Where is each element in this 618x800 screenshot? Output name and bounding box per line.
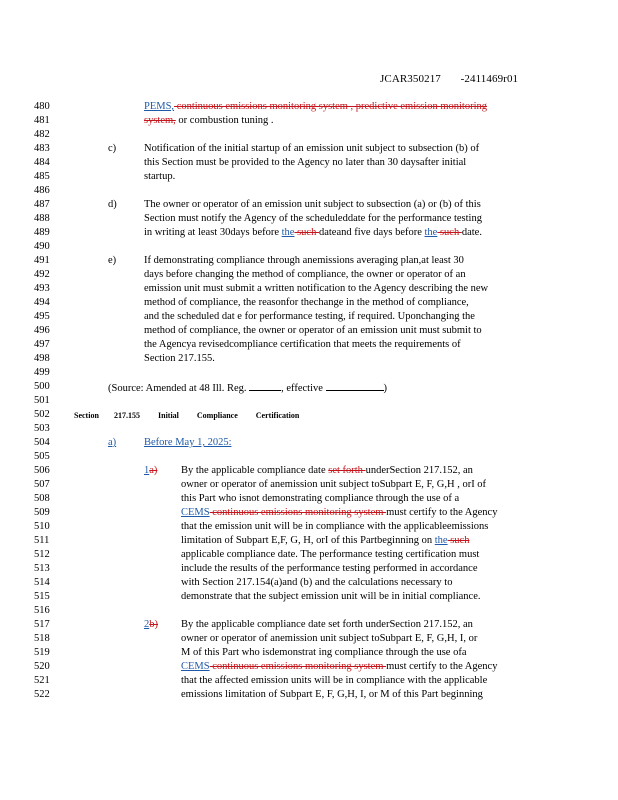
line-number: 489 (34, 227, 50, 238)
line-number: 520 (34, 661, 50, 672)
line-number: 511 (34, 535, 50, 546)
line-number: 522 (34, 689, 50, 700)
text-line-517: By the applicable compliance date set forth underSection 217.152, an (181, 619, 473, 630)
text-line-481 (144, 115, 274, 127)
text-line-489 (144, 227, 482, 239)
line-number: 506 (34, 465, 50, 476)
line-number: 507 (34, 479, 50, 490)
text-line-484: this Section must be provided to the Agency no later than 30 daysafter initial (144, 157, 467, 168)
deletion: continuous emissions monitoring system (209, 661, 387, 672)
item-label-e: e) (108, 255, 117, 266)
insertion: the (281, 227, 295, 238)
line-number: 487 (34, 199, 50, 210)
text-line-509 (181, 507, 497, 519)
item-label-2 (144, 619, 158, 631)
text-run: must certify to the Agency (386, 507, 498, 518)
section-number: 217.155 (114, 411, 140, 420)
text-line-492: days before changing the method of compliance, the owner or operator of an (144, 269, 466, 280)
text-line-520 (181, 661, 497, 673)
text-line-497: the Agencya revisedcompliance certification that meets the requirements of (144, 339, 461, 350)
text-run: underSection 217.152, an (365, 465, 473, 476)
text-line-511 (181, 535, 469, 547)
deletion: such (447, 535, 470, 546)
line-number: 498 (34, 353, 50, 364)
text-line-495: and the scheduled dat e for performance testing, if required. Uponchanging the (144, 311, 475, 322)
deletion: set forth (328, 465, 366, 476)
deletion: continuous emissions monitoring system (209, 507, 387, 518)
insertion: PEMS, (144, 101, 175, 112)
insertion: CEMS (181, 661, 210, 672)
text-run: By the applicable compliance date (181, 465, 329, 476)
line-number: 496 (34, 325, 50, 336)
text-run: , effective (281, 383, 323, 394)
insertion: the (434, 535, 448, 546)
text-line-496: method of compliance, the owner or operator of an emission unit must submit to (144, 325, 482, 336)
line-number: 508 (34, 493, 50, 504)
line-number: 483 (34, 143, 50, 154)
item-label-1 (144, 465, 157, 477)
line-number: 515 (34, 591, 50, 602)
blank-reg-number (249, 381, 281, 391)
text-line-512: applicable compliance date. The performance testing certification must (181, 549, 480, 560)
text-run: date. (461, 227, 482, 238)
line-number: 513 (34, 563, 50, 574)
line-number: 482 (34, 129, 50, 140)
deletion: system, (144, 115, 176, 126)
subsection-heading (144, 437, 231, 449)
text-run: dateand five days before (318, 227, 425, 238)
line-number: 516 (34, 605, 50, 616)
line-number: 512 (34, 549, 50, 560)
header-doc-id: -2411469r01 (460, 73, 519, 85)
insertion: 2 (144, 619, 150, 630)
insertion: 1 (144, 465, 150, 476)
text-line-485: startup. (144, 171, 176, 182)
line-number: 494 (34, 297, 50, 308)
text-run: in writing at least 30days before (144, 227, 282, 238)
text-line-510: that the emission unit will be in compliance with the applicableemissions (181, 521, 489, 532)
text-line-518: owner or operator of anemission unit subject toSubpart E, F, G,H, I, or (181, 633, 478, 644)
line-number: 490 (34, 241, 50, 252)
line-number: 500 (34, 381, 50, 392)
text-run: ) (383, 383, 388, 394)
line-number: 504 (34, 437, 50, 448)
text-line-519: M of this Part who isdemonstrat ing compliance through the use ofa (181, 647, 467, 658)
line-number: 519 (34, 647, 50, 658)
line-number: 481 (34, 115, 50, 126)
text-run: or combustion tuning . (175, 115, 274, 126)
section-title: Initial Compliance Certification (158, 411, 300, 420)
text-line-498: Section 217.155. (144, 353, 215, 364)
text-run: must certify to the Agency (386, 661, 498, 672)
line-number: 521 (34, 675, 50, 686)
line-number: 518 (34, 633, 50, 644)
line-number: 486 (34, 185, 50, 196)
item-label-d: d) (108, 199, 117, 210)
line-number: 484 (34, 157, 50, 168)
blank-effective-date (326, 381, 384, 391)
line-number: 495 (34, 311, 50, 322)
text-line-522: emissions limitation of Subpart E, F, G,H, I, or M of this Part beginning (181, 689, 483, 700)
source-note (108, 381, 387, 395)
text-line-507: owner or operator of anemission unit subject toSubpart E, F, G,H , orI of (181, 479, 487, 490)
text-line-493: emission unit must submit a written notification to the Agency describing the new (144, 283, 489, 294)
text-line-521: that the affected emission units will be in compliance with the applicable (181, 675, 488, 686)
text-run: limitation of Subpart E,F, G, H, orI of this Partbeginning on (181, 535, 435, 546)
insertion: the (424, 227, 438, 238)
insertion: a) (108, 437, 117, 448)
line-number: 480 (34, 101, 50, 112)
insertion: Before May 1, 2025: (144, 437, 232, 448)
line-number: 491 (34, 255, 50, 266)
deletion: b) (149, 619, 158, 630)
line-number: 510 (34, 521, 50, 532)
page-header (380, 73, 518, 85)
item-label-a (108, 437, 116, 449)
deletion: such (437, 227, 462, 238)
line-number: 488 (34, 213, 50, 224)
deletion: continuous emissions monitoring system , predictive emission monitoring (174, 101, 488, 112)
text-line-480 (144, 101, 487, 113)
line-number: 493 (34, 283, 50, 294)
text-line-483: Notification of the initial startup of an emission unit subject to subsection (b) of (144, 143, 480, 154)
text-line-491: If demonstrating compliance through anemissions averaging plan,at least 30 (144, 255, 464, 266)
line-number: 499 (34, 367, 50, 378)
deletion: such (294, 227, 319, 238)
line-number: 505 (34, 451, 50, 462)
text-line-514: with Section 217.154(a)and (b) and the calculations necessary to (181, 577, 453, 588)
insertion: CEMS (181, 507, 210, 518)
deletion: a) (149, 465, 158, 476)
line-number: 517 (34, 619, 50, 630)
line-number: 514 (34, 577, 50, 588)
text-line-515: demonstrate that the subject emission unit will be in initial compliance. (181, 591, 481, 602)
line-number: 501 (34, 395, 50, 406)
line-number: 485 (34, 171, 50, 182)
text-line-494: method of compliance, the reasonfor thechange in the method of compliance, (144, 297, 469, 308)
section-label: Section (74, 411, 99, 420)
text-run: (Source: Amended at 48 Ill. Reg. (108, 383, 247, 394)
text-line-508: this Part who isnot demonstrating compliance through the use of a (181, 493, 460, 504)
line-number: 497 (34, 339, 50, 350)
text-line-513: include the results of the performance testing performed in accordance (181, 563, 478, 574)
line-number: 503 (34, 423, 50, 434)
text-line-488: Section must notify the Agency of the scheduleddate for the performance testing (144, 213, 482, 224)
line-number: 492 (34, 269, 50, 280)
text-line-487: The owner or operator of an emission unit subject to subsection (a) or (b) of this (144, 199, 481, 210)
text-line-506 (181, 465, 473, 477)
line-number: 509 (34, 507, 50, 518)
line-number: 502 (34, 409, 50, 420)
header-code: JCAR350217 (380, 73, 441, 85)
item-label-c: c) (108, 143, 117, 154)
